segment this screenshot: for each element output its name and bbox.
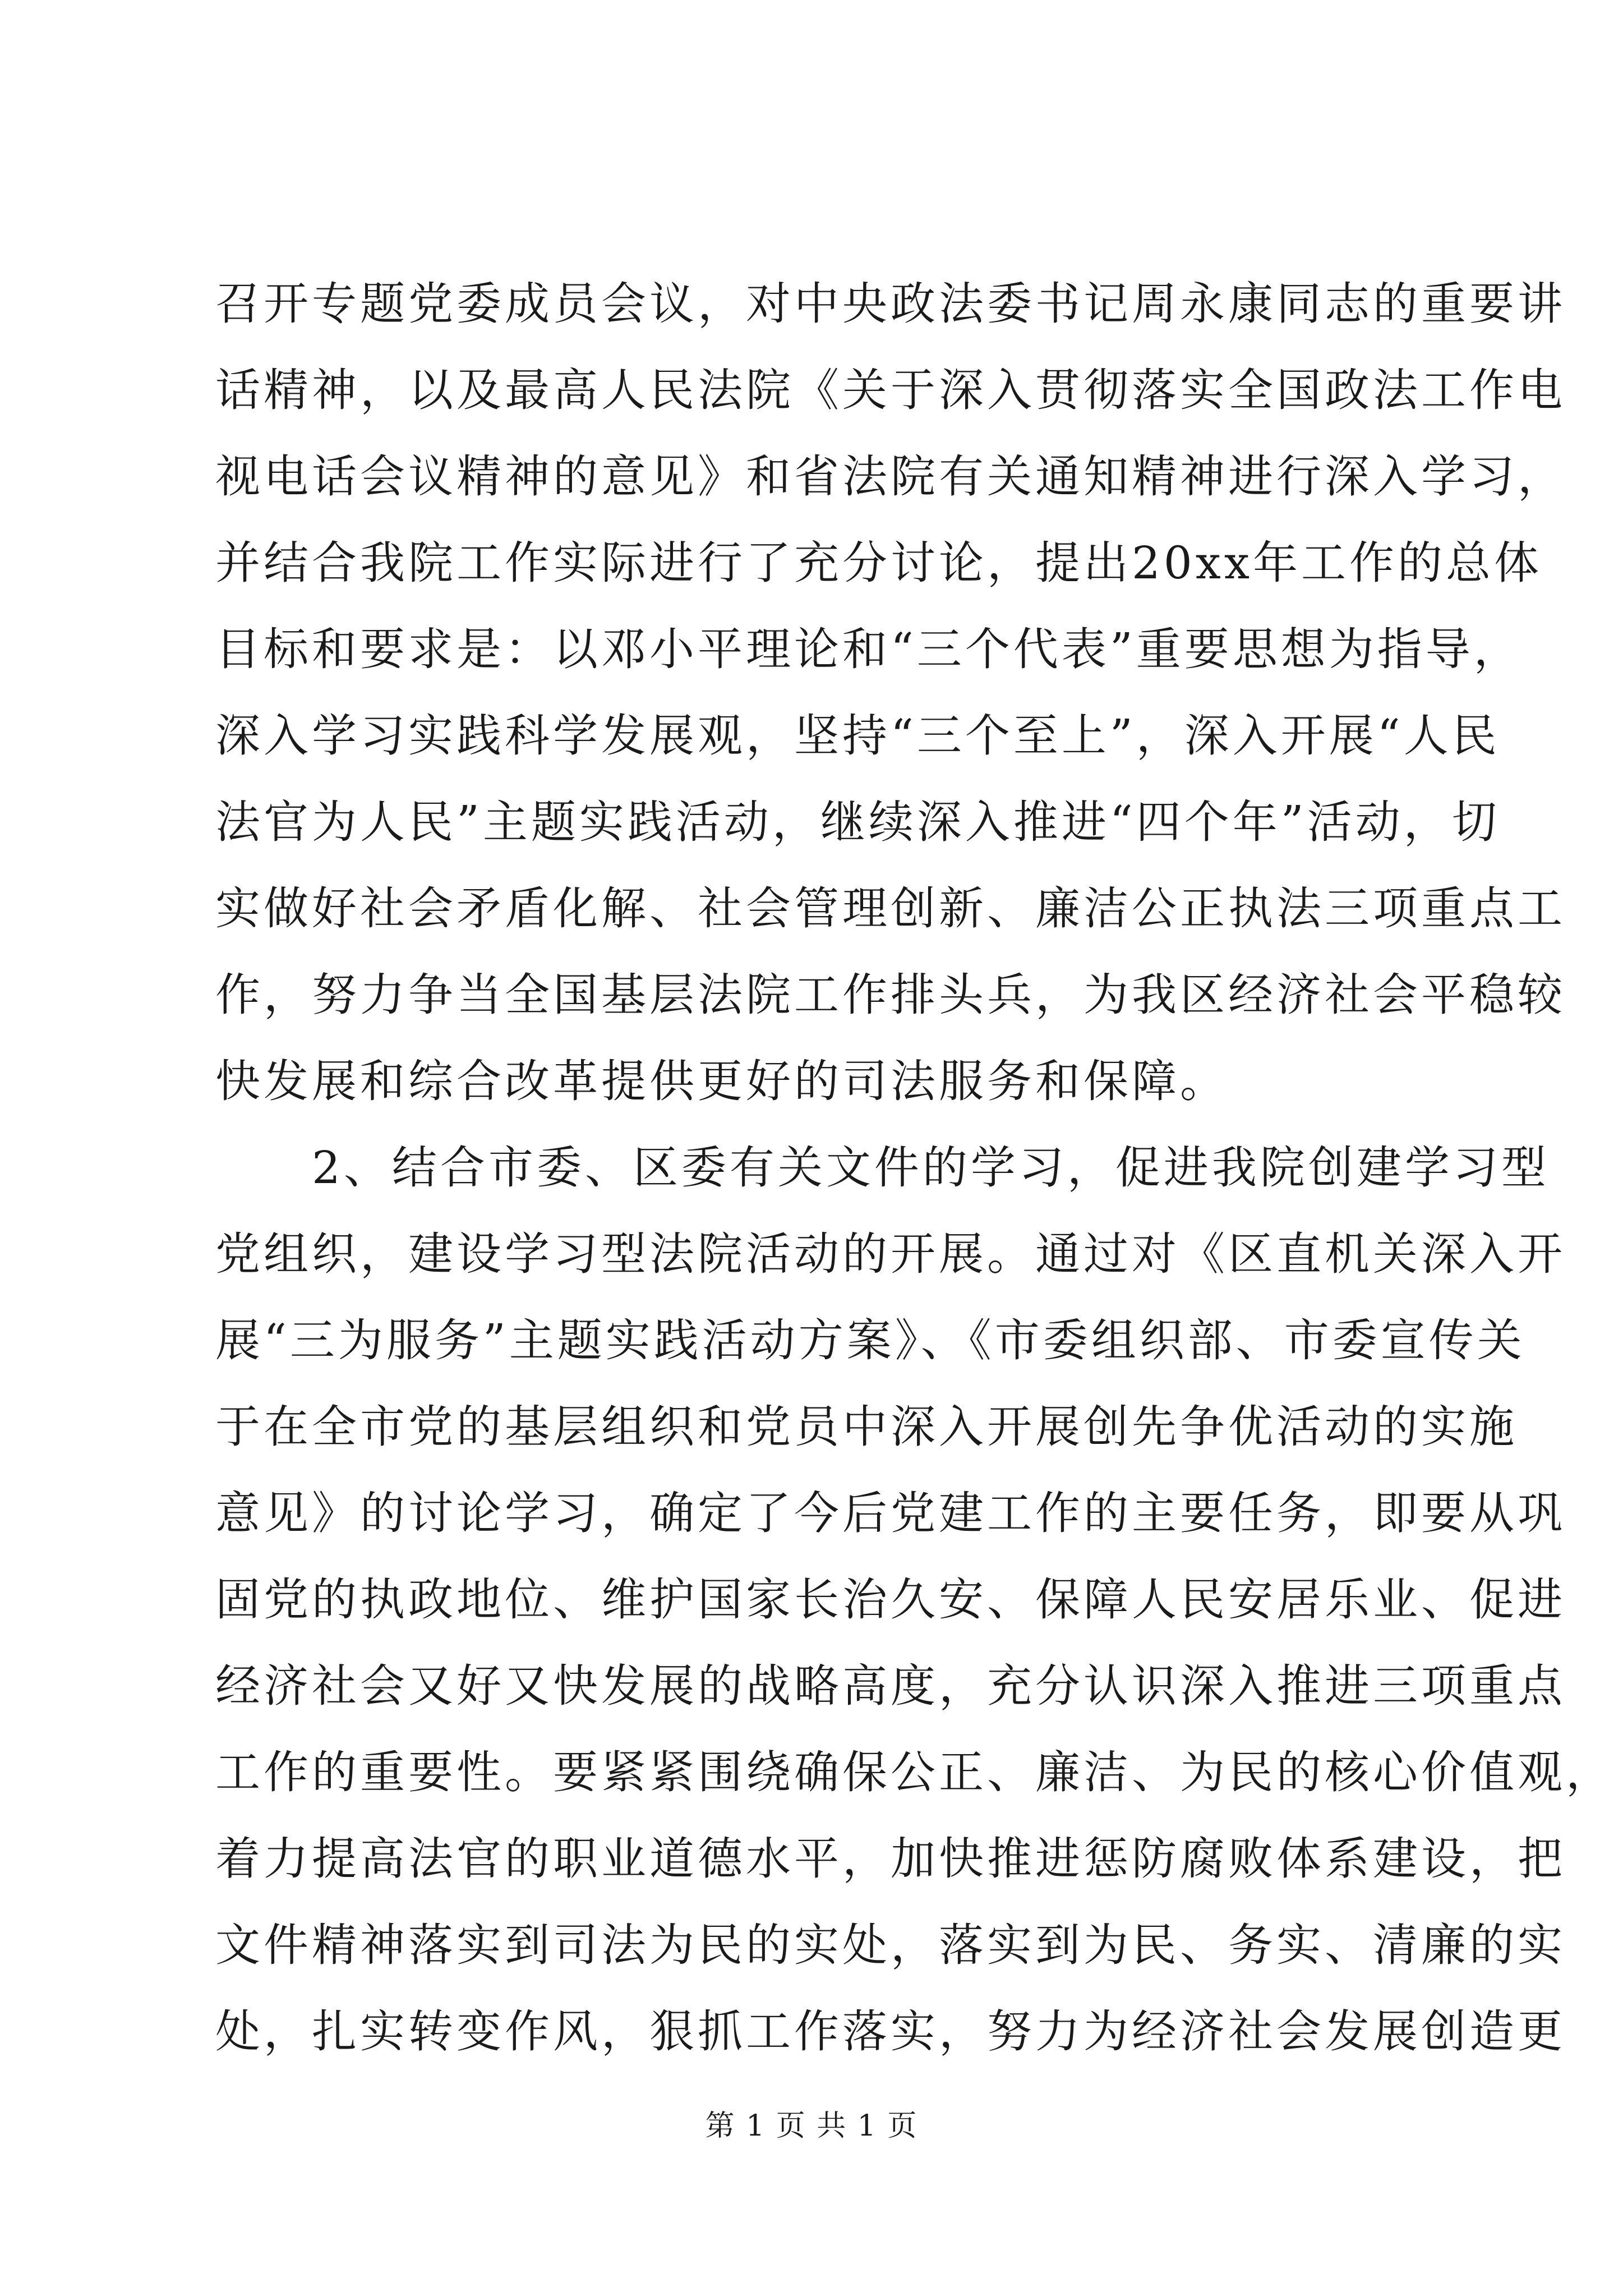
page-number-footer: 第 1 页 共 1 页 bbox=[705, 2109, 918, 2143]
text-line: 召开专题党委成员会议，对中央政法委书记周永康同志的重要讲 bbox=[215, 278, 1566, 330]
text-line: 快发展和综合改革提供更好的司法服务和保障。 bbox=[215, 1055, 1228, 1107]
text-line: 话精神，以及最高人民法院《关于深入贯彻落实全国政法工作电 bbox=[215, 364, 1566, 416]
text-line: 着力提高法官的职业道德水平，加快推进惩防腐败体系建设，把 bbox=[215, 1833, 1566, 1885]
text-line: 文件精神落实到司法为民的实处，落实到为民、务实、清廉的实 bbox=[215, 1919, 1566, 1971]
document-body bbox=[215, 261, 1614, 2075]
text-line: 2、结合市委、区委有关文件的学习，促进我院创建学习型 bbox=[312, 1142, 1550, 1194]
text-line: 于在全市党的基层组织和党员中深入开展创先争优活动的实施 bbox=[215, 1401, 1518, 1453]
text-line: 经济社会又好又快发展的战略高度，充分认识深入推进三项重点 bbox=[215, 1660, 1566, 1712]
text-line: 实做好社会矛盾化解、社会管理创新、廉洁公正执法三项重点工 bbox=[215, 882, 1566, 935]
text-line: 目标和要求是：以邓小平理论和“三个代表”重要思想为指导， bbox=[215, 623, 1522, 675]
text-line: 固党的执政地位、维护国家长治久安、保障人民安居乐业、促进 bbox=[215, 1573, 1566, 1626]
text-line: 意见》的讨论学习，确定了今后党建工作的主要任务，即要从巩 bbox=[215, 1487, 1566, 1539]
text-line: 深入学习实践科学发展观，坚持“三个至上”，深入开展“人民 bbox=[215, 710, 1500, 762]
text-line: 展“三为服务”主题实践活动方案》、《市委组织部、市委宣传关 bbox=[215, 1314, 1525, 1366]
text-line: 工作的重要性。要紧紧围绕确保公正、廉洁、为民的核心价值观， bbox=[215, 1746, 1614, 1798]
text-line: 法官为人民”主题实践活动，继续深入推进“四个年”活动，切 bbox=[215, 796, 1500, 848]
text-line: 视电话会议精神的意见》和省法院有关通知精神进行深入学习， bbox=[215, 450, 1566, 503]
text-line: 处，扎实转变作风，狠抓工作落实，努力为经济社会发展创造更 bbox=[215, 2005, 1566, 2058]
text-line: 并结合我院工作实际进行了充分讨论，提出20xx年工作的总体 bbox=[215, 537, 1543, 589]
text-line: 作，努力争当全国基层法院工作排头兵，为我区经济社会平稳较 bbox=[215, 969, 1566, 1021]
text-line: 党组织，建设学习型法院活动的开展。通过对《区直机关深入开 bbox=[215, 1228, 1566, 1280]
